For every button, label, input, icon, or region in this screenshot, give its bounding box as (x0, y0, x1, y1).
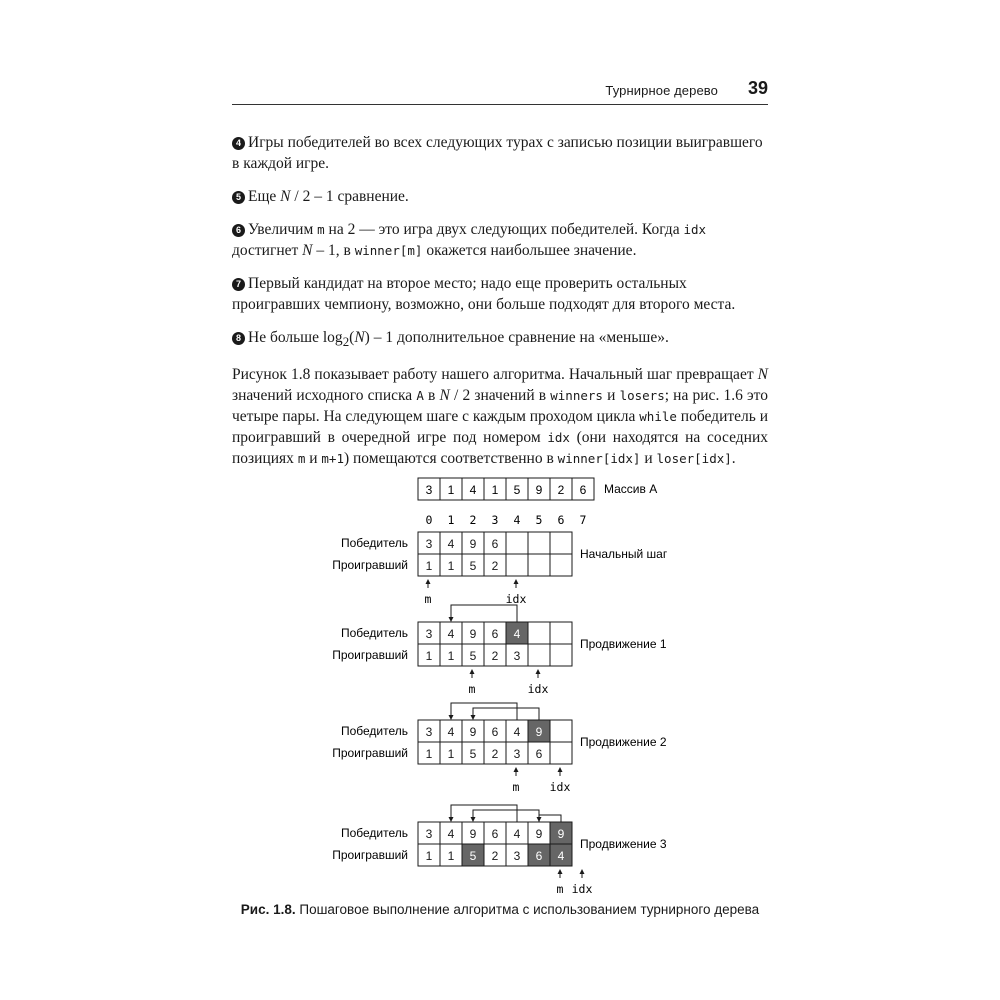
index-label: 7 (579, 513, 587, 527)
loser-value: 2 (491, 747, 499, 761)
text-run: ) помещаются соответственно в (343, 450, 558, 468)
body-text (232, 132, 768, 481)
text-run: и (305, 450, 322, 468)
winner-value: 4 (447, 725, 455, 739)
text-run: победитель и проигравший в очередной игре под номером (232, 408, 768, 447)
index-label: 4 (513, 513, 521, 527)
winner-row-label: Победитель (340, 826, 408, 840)
inline-code: idx (683, 222, 707, 237)
text-run: достигнет (232, 242, 303, 259)
winner-row-label: Победитель (340, 626, 408, 640)
idx-pointer-label: idx (571, 882, 593, 893)
text-run: Еще (248, 188, 281, 205)
move-arrow (451, 605, 517, 622)
move-arrow (451, 703, 517, 720)
caption-label: Рис. 1.8. (240, 902, 296, 917)
explanation-paragraph (232, 364, 768, 469)
loser-value: 3 (513, 849, 521, 863)
text-run: N (354, 329, 365, 346)
loser-value: 1 (447, 747, 455, 761)
text-run: Первый кандидат на второе место; надо еще проверить остальных проигравших чемпиону, возможно, они больше подходят для второго места. (232, 275, 736, 313)
text-run: . (731, 450, 736, 468)
array-value: 4 (469, 483, 477, 497)
array-value: 1 (447, 483, 455, 497)
winner-value: 9 (535, 725, 543, 739)
winner-value: 3 (425, 827, 433, 841)
inline-code: m (317, 222, 325, 237)
numbered-notes (232, 132, 768, 352)
text-run: Игры победителей во всех следующих турах с записью позиции выигравшего в каждой игре. (232, 134, 763, 172)
winner-value: 4 (447, 537, 455, 551)
m-pointer-label: m (556, 882, 564, 893)
text-run: / 2 значений в (449, 387, 551, 405)
page-number: 39 (747, 78, 768, 98)
loser-value: 1 (447, 849, 455, 863)
winner-value: 6 (491, 725, 499, 739)
m-pointer-label: m (512, 780, 520, 794)
inline-code: idx (547, 430, 570, 446)
tournament-figure (300, 468, 720, 893)
move-arrow (473, 810, 539, 822)
winner-value: 9 (557, 827, 565, 841)
loser-value: 5 (469, 747, 477, 761)
winner-value: 6 (491, 827, 499, 841)
loser-cell (528, 554, 550, 576)
inline-code: while (639, 409, 677, 425)
loser-cell (528, 644, 550, 666)
inline-code: losers (619, 388, 665, 404)
index-label: 2 (469, 513, 477, 527)
array-label: Массив A (604, 482, 658, 496)
text-run: в (423, 387, 440, 405)
array-value: 3 (425, 483, 433, 497)
m-pointer-label: m (424, 592, 432, 606)
loser-value: 5 (469, 849, 477, 863)
winner-value: 4 (447, 827, 455, 841)
step-title: Начальный шаг (580, 547, 668, 561)
loser-value: 2 (491, 649, 499, 663)
text-run: N (757, 366, 768, 384)
inline-code: winner[m] (354, 243, 423, 258)
loser-value: 5 (469, 559, 477, 573)
note-number-badge: 6 (232, 224, 245, 237)
winner-value: 3 (425, 725, 433, 739)
figure-caption (0, 902, 1000, 917)
winner-value: 4 (513, 627, 521, 641)
winner-value: 4 (447, 627, 455, 641)
text-run: значений исходного списка (232, 387, 417, 405)
text-run: ( (349, 329, 355, 346)
loser-value: 3 (513, 649, 521, 663)
winner-cell (550, 622, 572, 644)
text-run: N (302, 242, 313, 259)
text-run: / 2 – 1 сравнение. (290, 188, 409, 205)
loser-value: 1 (447, 559, 455, 573)
note-number-badge: 4 (232, 137, 245, 150)
loser-value: 3 (513, 747, 521, 761)
inline-code: winner[idx] (557, 451, 641, 467)
index-label: 0 (425, 513, 433, 527)
note-item (232, 186, 768, 207)
loser-value: 1 (447, 649, 455, 663)
inline-code: A (416, 388, 424, 404)
idx-pointer-label: idx (549, 780, 571, 794)
winner-value: 6 (491, 627, 499, 641)
loser-row-label: Проигравший (332, 648, 408, 662)
move-arrow (539, 815, 561, 822)
running-head (232, 78, 768, 105)
winner-cell (550, 532, 572, 554)
winner-cell (528, 622, 550, 644)
text-run: и (640, 450, 657, 468)
winner-value: 9 (469, 827, 477, 841)
text-run: N (280, 188, 291, 205)
m-pointer-label: m (468, 682, 476, 696)
loser-value: 1 (425, 747, 433, 761)
winner-cell (528, 532, 550, 554)
note-number-badge: 8 (232, 332, 245, 345)
inline-code: m+1 (321, 451, 344, 467)
array-value: 2 (557, 483, 565, 497)
winner-value: 3 (425, 537, 433, 551)
loser-cell (550, 554, 572, 576)
winner-cell (506, 532, 528, 554)
winner-cell (550, 720, 572, 742)
winner-value: 3 (425, 627, 433, 641)
note-number-badge: 7 (232, 278, 245, 291)
text-run: ; на рис. 1.6 это четыре пары. На следующем шаге с каждым проходом цикла (232, 387, 768, 426)
loser-cell (506, 554, 528, 576)
move-arrow (473, 708, 539, 720)
text-run: ) – 1 дополнительное сравнение на «меньше». (364, 329, 669, 346)
loser-value: 1 (425, 849, 433, 863)
loser-value: 2 (491, 849, 499, 863)
inline-code: winners (550, 388, 603, 404)
loser-value: 1 (425, 649, 433, 663)
loser-value: 2 (491, 559, 499, 573)
text-run: Увеличим (248, 221, 318, 238)
move-arrow (451, 805, 517, 822)
note-item (232, 219, 768, 261)
text-run: и (602, 387, 620, 405)
caption-text: Пошаговое выполнение алгоритма с использованием турнирного дерева (295, 902, 760, 917)
text-run: Рисунок 1.8 показывает работу нашего алгоритма. Начальный шаг превращает (232, 366, 758, 384)
loser-cell (550, 644, 572, 666)
index-label: 3 (491, 513, 499, 527)
text-run: – 1, в (312, 242, 355, 259)
idx-pointer-label: idx (527, 682, 549, 696)
idx-pointer-label: idx (505, 592, 527, 606)
winner-value: 4 (513, 827, 521, 841)
winner-value: 9 (535, 827, 543, 841)
loser-cell (550, 742, 572, 764)
loser-value: 1 (425, 559, 433, 573)
index-label: 5 (535, 513, 543, 527)
running-head-title: Турнирное дерево (605, 83, 718, 98)
winner-value: 9 (469, 627, 477, 641)
note-item (232, 327, 768, 352)
winner-value: 9 (469, 725, 477, 739)
array-value: 1 (491, 483, 499, 497)
note-item (232, 132, 768, 174)
winner-row-label: Победитель (340, 536, 408, 550)
index-label: 6 (557, 513, 565, 527)
loser-row-label: Проигравший (332, 746, 408, 760)
text-run: окажется наибольшее значение. (422, 242, 637, 259)
loser-row-label: Проигравший (332, 558, 408, 572)
index-label: 1 (447, 513, 455, 527)
note-number-badge: 5 (232, 191, 245, 204)
array-value: 9 (535, 483, 543, 497)
array-value: 5 (513, 483, 521, 497)
loser-value: 6 (535, 849, 543, 863)
inline-code: m (297, 451, 306, 467)
loser-value: 4 (557, 849, 565, 863)
text-run: на 2 — это игра двух следующих победителей. Когда (324, 221, 684, 238)
step-title: Продвижение 2 (580, 735, 667, 749)
winner-value: 6 (491, 537, 499, 551)
text-run: Не больше log (248, 329, 343, 346)
text-run: N (439, 387, 450, 405)
loser-value: 5 (469, 649, 477, 663)
inline-code: loser[idx] (656, 451, 732, 467)
winner-value: 9 (469, 537, 477, 551)
step-title: Продвижение 1 (580, 637, 667, 651)
text-run: (они находятся на соседних позициях (232, 429, 768, 468)
winner-row-label: Победитель (340, 724, 408, 738)
loser-value: 6 (535, 747, 543, 761)
step-title: Продвижение 3 (580, 837, 667, 851)
loser-row-label: Проигравший (332, 848, 408, 862)
note-item (232, 273, 768, 315)
array-value: 6 (579, 483, 587, 497)
winner-value: 4 (513, 725, 521, 739)
text-run: 2 (342, 334, 350, 350)
